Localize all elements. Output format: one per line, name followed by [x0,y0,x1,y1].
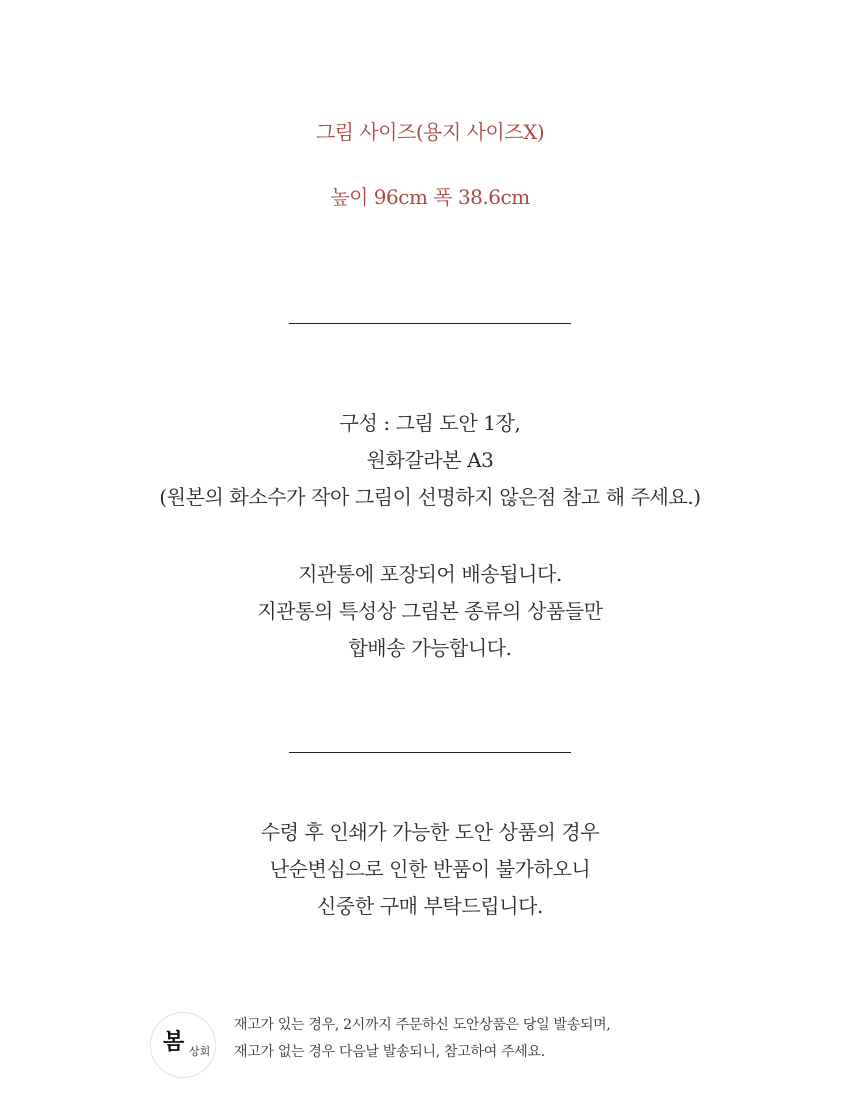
composition-block [0,405,860,516]
notice-line: 수령 후 인쇄가 가능한 도안 상품의 경우 [260,820,600,844]
notice-line: 신중한 구매 부탁드립니다. [317,894,543,918]
brand-logo [150,1012,216,1078]
composition-note: (원본의 화소수가 작아 그림이 선명하지 않은점 참고 해 주세요.) [159,485,701,509]
composition-line: 원화갈라본 A3 [366,448,494,472]
divider [289,752,571,753]
logo-sub-text: 상회 [189,1045,211,1058]
shipping-line: 지관통에 포장되어 배송됩니다. [298,562,562,586]
notice-block [0,814,860,925]
footer-line: 재고가 없는 경우 다음날 발송되니, 참고하여 주세요. [234,1044,545,1060]
shipping-block [0,556,860,667]
footer-text [234,1012,611,1066]
logo-main-text: 봄 [163,1030,185,1055]
divider [289,323,571,324]
size-dimensions: 높이 96cm 폭 38.6cm [330,185,530,209]
size-title: 그림 사이즈(용지 사이즈X) [315,120,545,144]
footer [150,1010,710,1080]
footer-line: 재고가 있는 경우, 2시까지 주문하신 도안상품은 당일 발송되며, [234,1017,611,1033]
shipping-line: 지관통의 특성상 그림본 종류의 상품들만 [257,599,603,623]
composition-line: 구성 : 그림 도안 1장, [339,411,521,435]
notice-line: 난순변심으로 인한 반품이 불가하오니 [269,857,591,881]
shipping-line: 합배송 가능합니다. [348,636,512,660]
